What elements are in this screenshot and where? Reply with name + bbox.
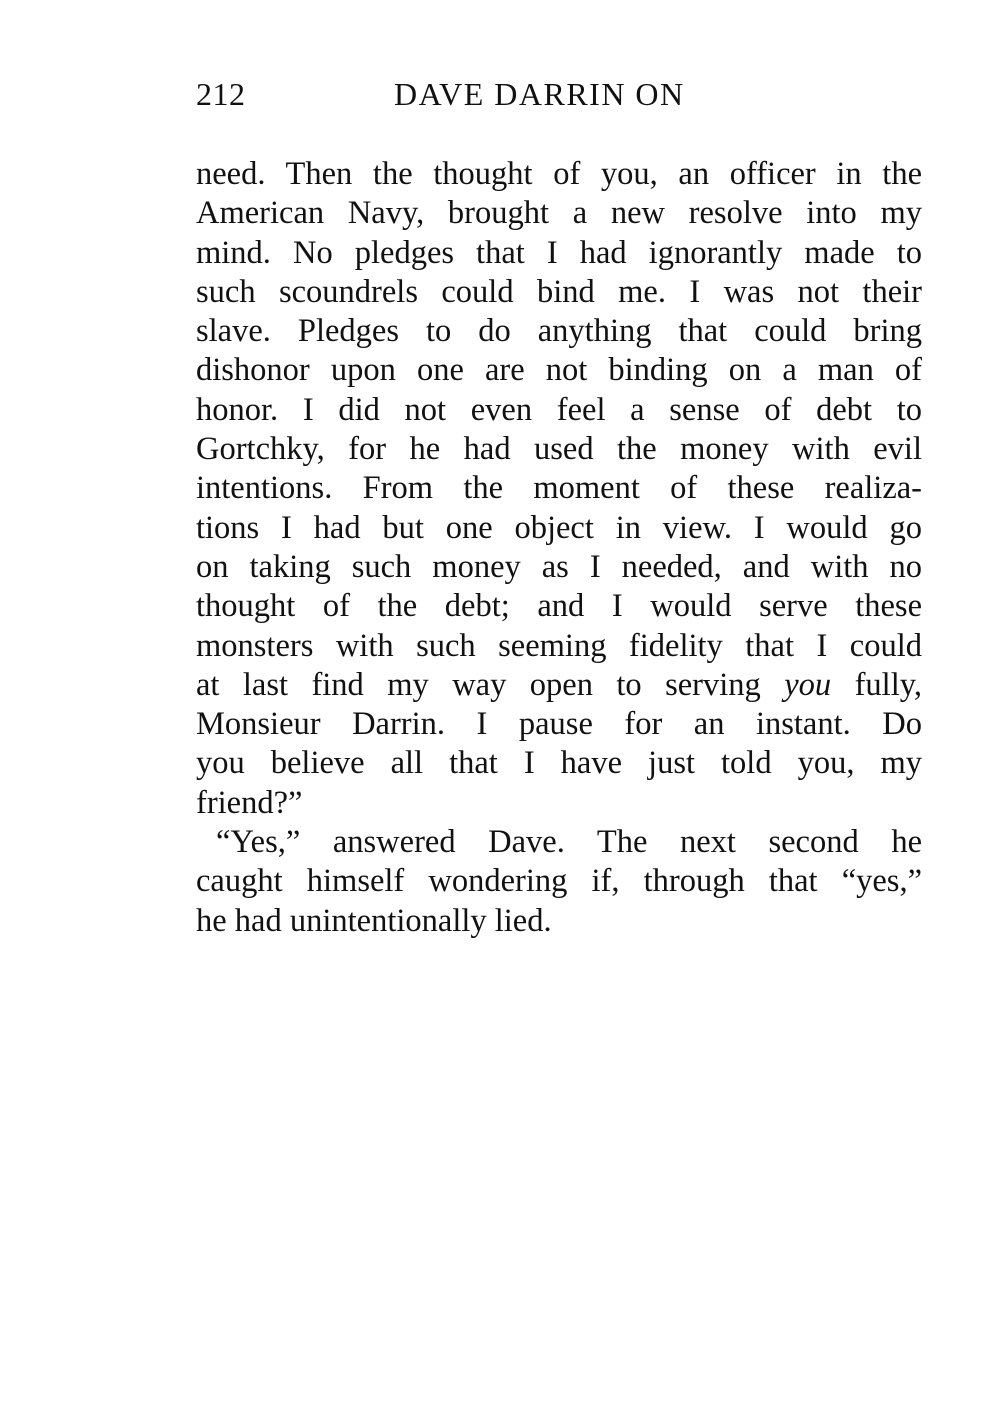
text-line: mind. No pledges that I had ignorantly made to	[196, 234, 922, 271]
text-line: friend?”	[196, 784, 303, 821]
text-line: intentions. From the moment of these realiza-	[196, 470, 922, 507]
text-line: tions I had but one object in view. I would go	[196, 509, 922, 546]
text-line: Monsieur Darrin. I pause for an instant. Do	[196, 706, 922, 743]
text-segment: at last find my way open to serving	[196, 666, 761, 703]
running-title: DAVE DARRIN ON	[394, 76, 685, 112]
text-line: monsters with such seeming fidelity that I could	[196, 627, 922, 664]
text-line: you believe all that I have just told you, my	[196, 745, 922, 782]
body-text	[196, 155, 922, 941]
text-line: American Navy, brought a new resolve into my	[196, 195, 922, 232]
text-line: honor. I did not even feel a sense of debt to	[196, 391, 922, 428]
text-line: on taking such money as I needed, and with no	[196, 548, 922, 585]
running-head	[196, 72, 920, 116]
text-line: dishonor upon one are not binding on a man of	[196, 352, 922, 389]
text-line: need. Then the thought of you, an officer in the	[196, 156, 922, 192]
text-line: “Yes,” answered Dave. The next second he	[216, 824, 922, 861]
text-line: he had unintentionally lied.	[196, 902, 552, 939]
text-line-with-italic	[196, 666, 922, 705]
text-segment: fully,	[854, 666, 923, 703]
text-line: such scoundrels could bind me. I was not their	[196, 273, 922, 310]
italic-word: you	[784, 666, 832, 703]
paragraph	[196, 155, 922, 823]
text-line: thought of the debt; and I would serve these	[196, 588, 922, 625]
text-line: slave. Pledges to do anything that could bring	[196, 313, 922, 350]
text-line: caught himself wondering if, through that “yes,”	[196, 863, 922, 900]
page-number: 212	[196, 76, 246, 112]
paragraph	[196, 823, 922, 941]
text-line: Gortchky, for he had used the money with evil	[196, 431, 922, 468]
